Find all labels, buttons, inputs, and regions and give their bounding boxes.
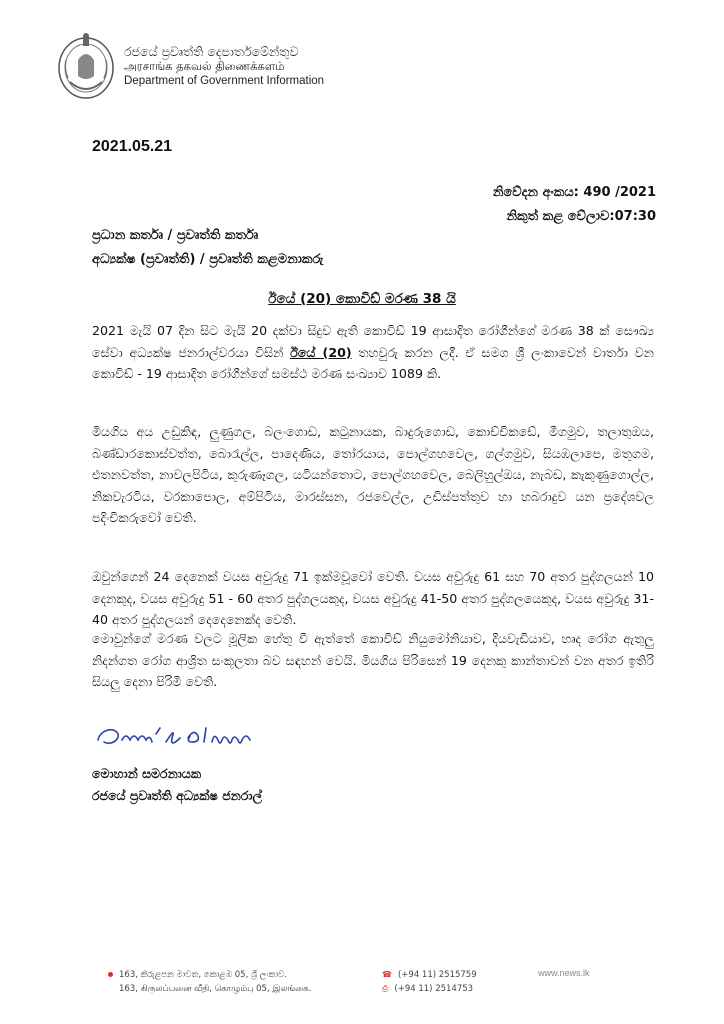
release-time: නිකුත් කළ වේලාව:07:30 (506, 209, 656, 224)
paragraph-1-text-a: 2021 මැයි 07 දින සිට මැයි 20 දක්වා සිදුව ඇති කොවිඩ් 19 ආසාදිත රෝගීන්ගේ මරණ 38 ක් සෞඛ්‍ය සේවා අධ්‍යක්ෂ ජනරාල්වරයා විසින් (92, 323, 654, 360)
footer (0, 955, 724, 1015)
paragraph-1-text-b: තහවුරු කරන ලදී. ඒ සමග ශ්‍රී ලංකාවෙන් වාර්තා වන කොවිඩ් - 19 ආසාදිත රෝගීන්ගේ සමස්ථ මරණ සංඛ්‍යාව 1089 කි. (92, 344, 654, 381)
footer-address (108, 968, 311, 996)
paragraph-3: ඔවුන්ගෙන් 24 දෙනෙක් වයස අවුරුදු 71 ඉක්මවූවෝ වෙති. වයස අවුරුදු 61 සහ 70 අතර පුද්ගලයන් 10 දෙනකුද, වයස අවුරුදු 51 - 60 අතර පුද්ගලයකුද, වයස අවුරුදු 41-50 අතර පුද්ගලයෙකුද, වයස අවුරුදු 31-40 අතර පුද්ගලයන් දෙදෙනෙක්ද වෙති. (92, 569, 654, 627)
release-date: 2021.05.21 (92, 138, 173, 155)
department-name-sinhala: රජයේ ප්‍රවෘත්ති දෙපාර්තමේන්තුව (124, 44, 299, 59)
address-sinhala: 163, කිරුළපන මාවත, කොළඹ 05, ශ්‍රී ලංකාව. (119, 970, 287, 980)
department-name-english: Department of Government Information (124, 75, 325, 87)
paragraph-4: මොවුන්ගේ මරණ වලට මූලික හේතු වී ඇත්තේ කොවිඩ් නියුමෝනියාව, දියවැඩියාව, හෘද රෝග ඇතුලු නිදන්ගත රෝග ආශ්‍රිත සංකූලතා බව සඳහන් වෙයි. මියගිය පිරිසෙන් 19 දෙනකු කාන්තාවන් වන අතර ඉතිරි සියලු දෙනා පිරිමි වෙති. (92, 631, 654, 689)
handwritten-signature (92, 716, 302, 762)
release-number: නිවේදන අංකය: 490 /2021 (492, 185, 656, 200)
paragraph-1 (92, 320, 654, 385)
location-icon (108, 972, 113, 977)
government-emblem-icon (56, 30, 116, 102)
signer-designation: රජයේ ප්‍රවෘත්ති අධ්‍යක්ෂ ජනරාල් (92, 788, 263, 803)
signer-name: මොහාන් සමරනායක (92, 766, 201, 781)
phone-icon: ☎ (382, 970, 392, 979)
paragraph-2: මියගිය අය උඩුකිඳ, ලුණුගල, බලංගොඩ, කටුනායක, බාදුරුගොඩ, කොච්චිකඩේ, මීගමුව, තලාතුඔය, බණ්ඩාරකොස්වත්ත, බොරැල්ල, පාදෙණිය, තෝරයාය, පොල්ගහවෙල, ගල්ගමුව, සියඹලාපෙ, මතුගම, එතනවත්ත, නාවලපිටිය, කුරුණෑගල, යටියන්තොට, පොල්ගහවෙල, බෙලිහුල්ඔය, නැබඩ, කැකුණුගොල්ල, නිකවැරටිය, වරකාපොල, අම්පිටිය, මාරස්සන, රජවෙල්ල, උඩිස්පත්තුව හා හබරාදුව යන ප්‍රදේශවල පදිංචිකරුවෝ වෙති. (92, 424, 654, 525)
department-name-tamil: அரசாங்க தகவல் திணைக்களம் (124, 59, 285, 73)
footer-website[interactable]: www.news.lk (538, 968, 590, 978)
phone-number: (+94 11) 2515759 (397, 970, 477, 980)
release-title (0, 291, 724, 307)
department-name (124, 44, 324, 89)
paragraph-1-emphasis: ඊයේ (20) (290, 344, 352, 360)
fax-number: (+94 11) 2514753 (394, 984, 474, 994)
recipient-line-1: ප්‍රධාන කර්තෘ / ප්‍රවෘත්ති කර්තෘ (92, 228, 259, 243)
footer-contacts (382, 968, 477, 996)
signer-block (92, 763, 262, 807)
release-title-text: ඊයේ (20) කොවිඩ් මරණ 38 යි (268, 291, 456, 307)
address-tamil: 163, கிருலப்பனை வீதி, கொழும்பு 05, இலங்கை. (119, 984, 312, 994)
release-reference (493, 181, 656, 229)
recipient-line-2: අධ්‍යක්ෂ (ප්‍රවෘත්ති) / ප්‍රවෘත්ති කළමනාකරු (92, 252, 324, 267)
fax-icon: ⎙ (382, 984, 389, 993)
recipients (92, 224, 323, 272)
